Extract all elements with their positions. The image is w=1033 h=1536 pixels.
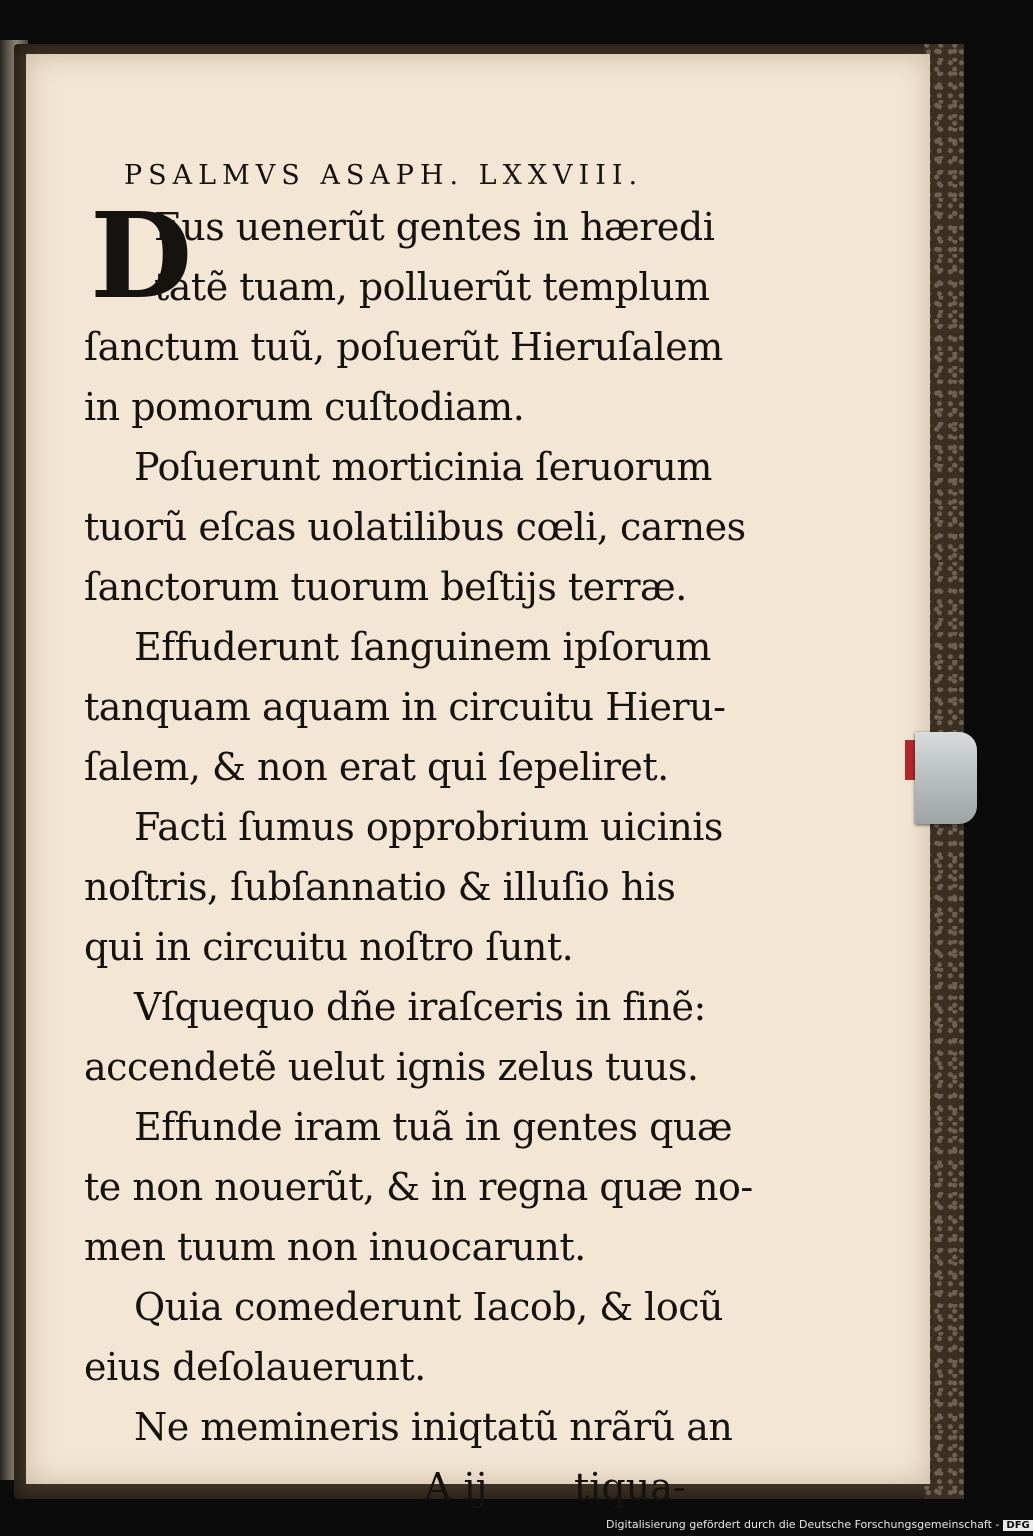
verse-paragraph <box>84 1397 733 1457</box>
text-line: tuorũ eſcas uolatilibus cœli, carnes <box>84 505 746 549</box>
footer-text: Digitalisierung gefördert durch die Deutsche Forschungsgemeinschaft - <box>606 1518 1000 1531</box>
text-line: men tuum non inuocarunt. <box>84 1225 586 1269</box>
text-line: Facti ſumus opprobrium uicinis <box>134 805 723 849</box>
text-line: Effuderunt ſanguinem ipſorum <box>134 625 711 669</box>
text-line: eius deſolauerunt. <box>84 1345 426 1389</box>
verse-paragraph <box>84 977 724 1097</box>
text-line: Ne memineris iniqtatũ nrãrũ an <box>134 1405 733 1449</box>
text-line: Poſuerunt morticinia ſeruorum <box>134 445 712 489</box>
text-line: Vſquequo dñe iraſceris in finẽ: <box>134 985 706 1029</box>
verse-paragraph <box>84 617 724 797</box>
text-line: Effunde iram tuã in gentes quæ <box>134 1105 733 1149</box>
text-line: te non nouerũt, & in regna quæ no- <box>84 1165 753 1209</box>
text-line: qui in circuitu noſtro ſunt. <box>84 925 574 969</box>
text-line: ſalem, & non erat qui ſepeliret. <box>84 745 669 789</box>
text-line: ſanctum tuũ, poſuerũt Hieruſalem <box>84 325 723 369</box>
text-line: tanquam aquam in circuitu Hieru- <box>84 685 726 729</box>
running-header: PSALMVS ASAPH. LXXVIII. <box>124 160 644 191</box>
text-line: accendetẽ uelut ignis zelus tuus. <box>84 1045 699 1089</box>
verse-paragraph <box>84 1097 753 1277</box>
verse-paragraph <box>84 1277 724 1397</box>
signature-mark: A ij <box>424 1465 488 1509</box>
page-clip <box>915 732 977 824</box>
text-line: Eus uenerũt gentes in hæredi <box>154 205 715 249</box>
verse-paragraph <box>84 797 724 977</box>
digitization-footer <box>606 1518 1033 1531</box>
text-line: Quia comederunt Iacob, & locũ <box>134 1285 723 1329</box>
text-line: in pomorum cuſtodiam. <box>84 385 525 429</box>
page-text <box>84 160 753 1517</box>
text-line: noſtris, ſubſannatio & illuſio his <box>84 865 676 909</box>
signature-line <box>84 1457 724 1517</box>
drop-capital: D <box>90 186 193 325</box>
dfg-logo: DFG <box>1003 1520 1032 1531</box>
verse-paragraph <box>84 437 746 617</box>
first-paragraph <box>84 186 724 437</box>
text-line: ſanctorum tuorum beſtijs terræ. <box>84 565 687 609</box>
catchword: tiqua- <box>574 1465 686 1509</box>
text-line: tatẽ tuam, polluerũt templum <box>154 265 710 309</box>
